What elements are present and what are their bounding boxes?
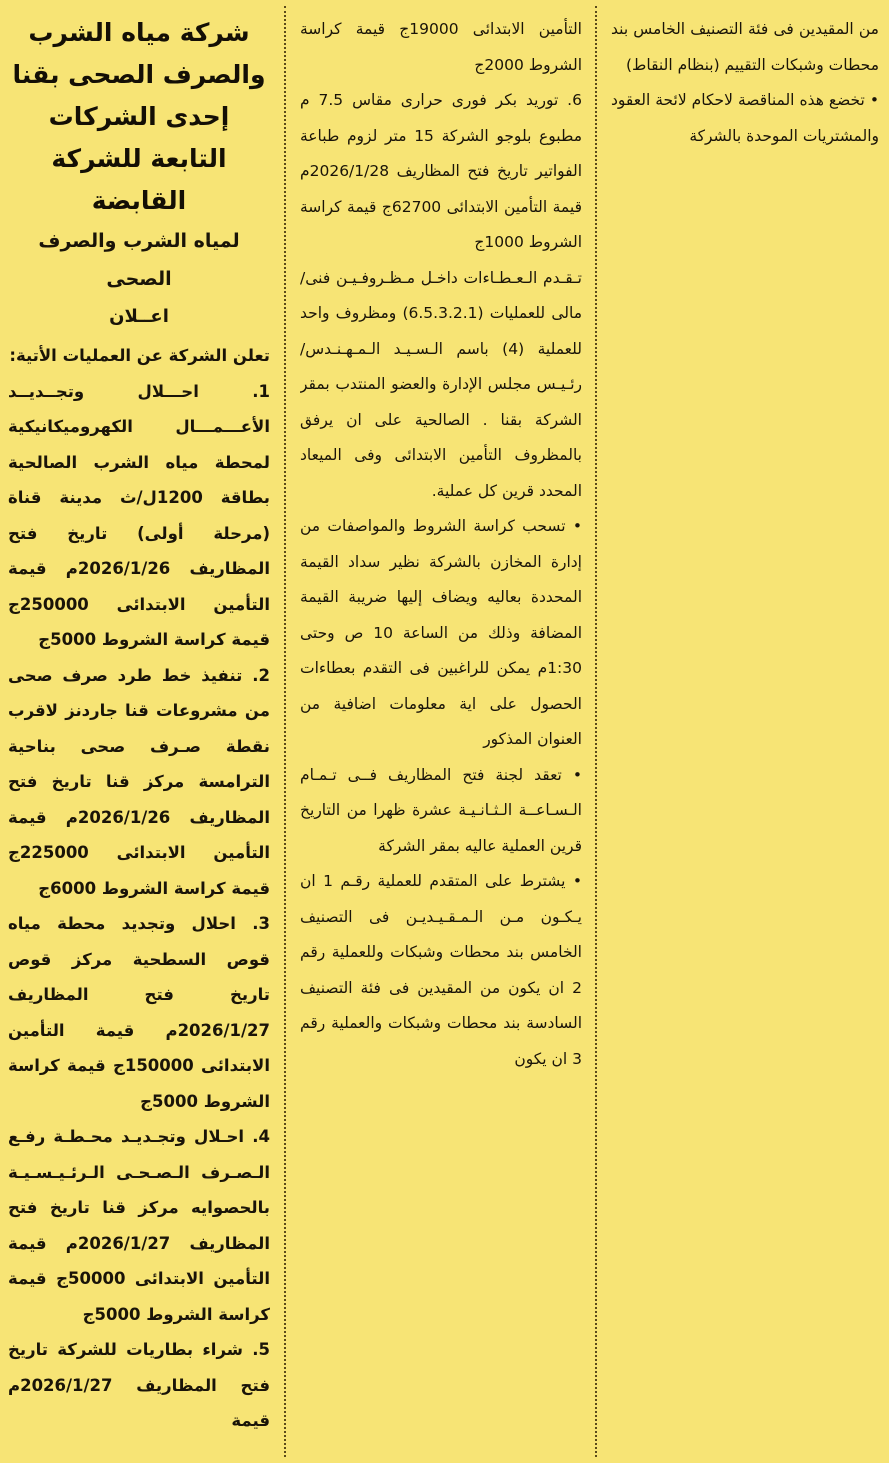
- tender-item: 3. احلال وتجديد محطة مياه قوص السطحية مركز قوص تاريخ فتح المظاريف 2026/1/27م قيمة التأمين الابتدائى 150000ج قيمة كراسة الشروط 5000ج: [8, 914, 270, 1111]
- intro-text: تعلن الشركة عن العمليات الأتية:: [9, 346, 270, 365]
- ad-subtitle: لمياه الشرب والصرف الصحى: [38, 230, 240, 290]
- column-right: [8, 12, 270, 1463]
- bullet-regulations: • تخضع هذه المناقصة لاحكام لائحة العقود والمشتريات الموحدة بالشركة: [611, 91, 879, 145]
- tender-item: 2. تنفيذ خط طرد صرف صحى من مشروعات قنا جاردنز لاقرب نقطة صـرف صحى بناحية الترامسة مركز قنا تاريخ فتح المظاريف 2026/1/26م قيمة التأمين الابتدائى 225000ج قيمة كراسة الشروط 6000ج: [8, 665, 270, 898]
- announcement-heading: اعــلان: [109, 306, 169, 327]
- bullet-opening-committee: • تعقد لجنة فتح المظاريف فــى تـمـام الـسـاعــة الـثـانـيـة عشرة ظهرا من التاريخ قرين العملية عاليه بمقر الشركة: [300, 765, 582, 855]
- bullet-eligibility: • يشترط على المتقدم للعملية رقـم 1 ان يـكـون مـن الـمـقـيـديـن فى التصنيف الخامس بند محطات وشبكات وللعملية رقم 2 ان يكون من المقيدين فى فئة التصنيف السادسة بند محطات وشبكات والعملية رقم 3 ان يكون: [300, 872, 582, 1068]
- tender-item: 5. شراء بطاريات للشركة تاريخ فتح المظاريف 2026/1/27م قيمة: [8, 1340, 270, 1430]
- column-middle: [300, 12, 582, 1463]
- eligibility-continued: من المقيدين فى فئة التصنيف الخامس بند محطات وشبكات التقييم (بنظام النقاط): [611, 20, 879, 74]
- submission-terms: تـقـدم الـعـطـاءات داخـل مـظـروفـيـن فنى/ مالى للعمليات (6.5.3.2.1) ومظروف واحد للعملية (4) باسم الـسـيـد الـمـهـنـدس/ رئـيـس مجلس الإدارة والعضو المنتدب بمقر الشركة بقنا . الصالحية على ان يرفق بالمظروف التأمين الابتدائى وفى الميعاد المحدد قرين كل عملية.: [300, 268, 582, 500]
- tender-item-continued: التأمين الابتدائى 19000ج قيمة كراسة الشروط 2000ج: [300, 20, 582, 74]
- column-divider: [284, 6, 286, 1457]
- column-divider: [595, 6, 597, 1457]
- column-left: [611, 12, 879, 1463]
- bullet-conditions-booklet: • تسحب كراسة الشروط والمواصفات من إدارة المخازن بالشركة نظير سداد القيمة المحددة بعاليه ويضاف إليها ضريبة القيمة المضافة وذلك من الساعة 10 ص وحتى 1:30م يمكن للراغبين فى التقدم بعطاءات الحصول على اية معلومات اضافية من العنوان المذكور: [300, 517, 582, 748]
- tender-item: 4. احـلال وتجـديـد محـطـة رفـع الـصـرف الـصـحـى الـرئـيـسـيـة بالحصوايه مركز قنا تاريخ فتح المظاريف 2026/1/27م قيمة التأمين الابتدائى 50000ج قيمة كراسة الشروط 5000ج: [8, 1127, 270, 1324]
- tender-item: 6. توريد بكر فورى حرارى مقاس 7.5 م مطبوع بلوجو الشركة 15 متر لزوم طباعة الفواتير تاريخ فتح المظاريف 2026/1/28م قيمة التأمين الابتدائى 62700ج قيمة كراسة الشروط 1000ج: [300, 91, 582, 251]
- ad-title: شركة مياه الشرب والصرف الصحى بقنا إحدى الشركات التابعة للشركة القابضة: [12, 18, 266, 215]
- tender-item: 1. احـــلال وتجــديــد الأعـــمـــال الكهروميكانيكية لمحطة مياه الشرب الصالحية بطاقة 1200ل/ث مدينة قناة (مرحلة أولى) تاريخ فتح المظاريف 2026/1/26م قيمة التأمين الابتدائى 250000ج قيمة كراسة الشروط 5000ج: [8, 381, 270, 649]
